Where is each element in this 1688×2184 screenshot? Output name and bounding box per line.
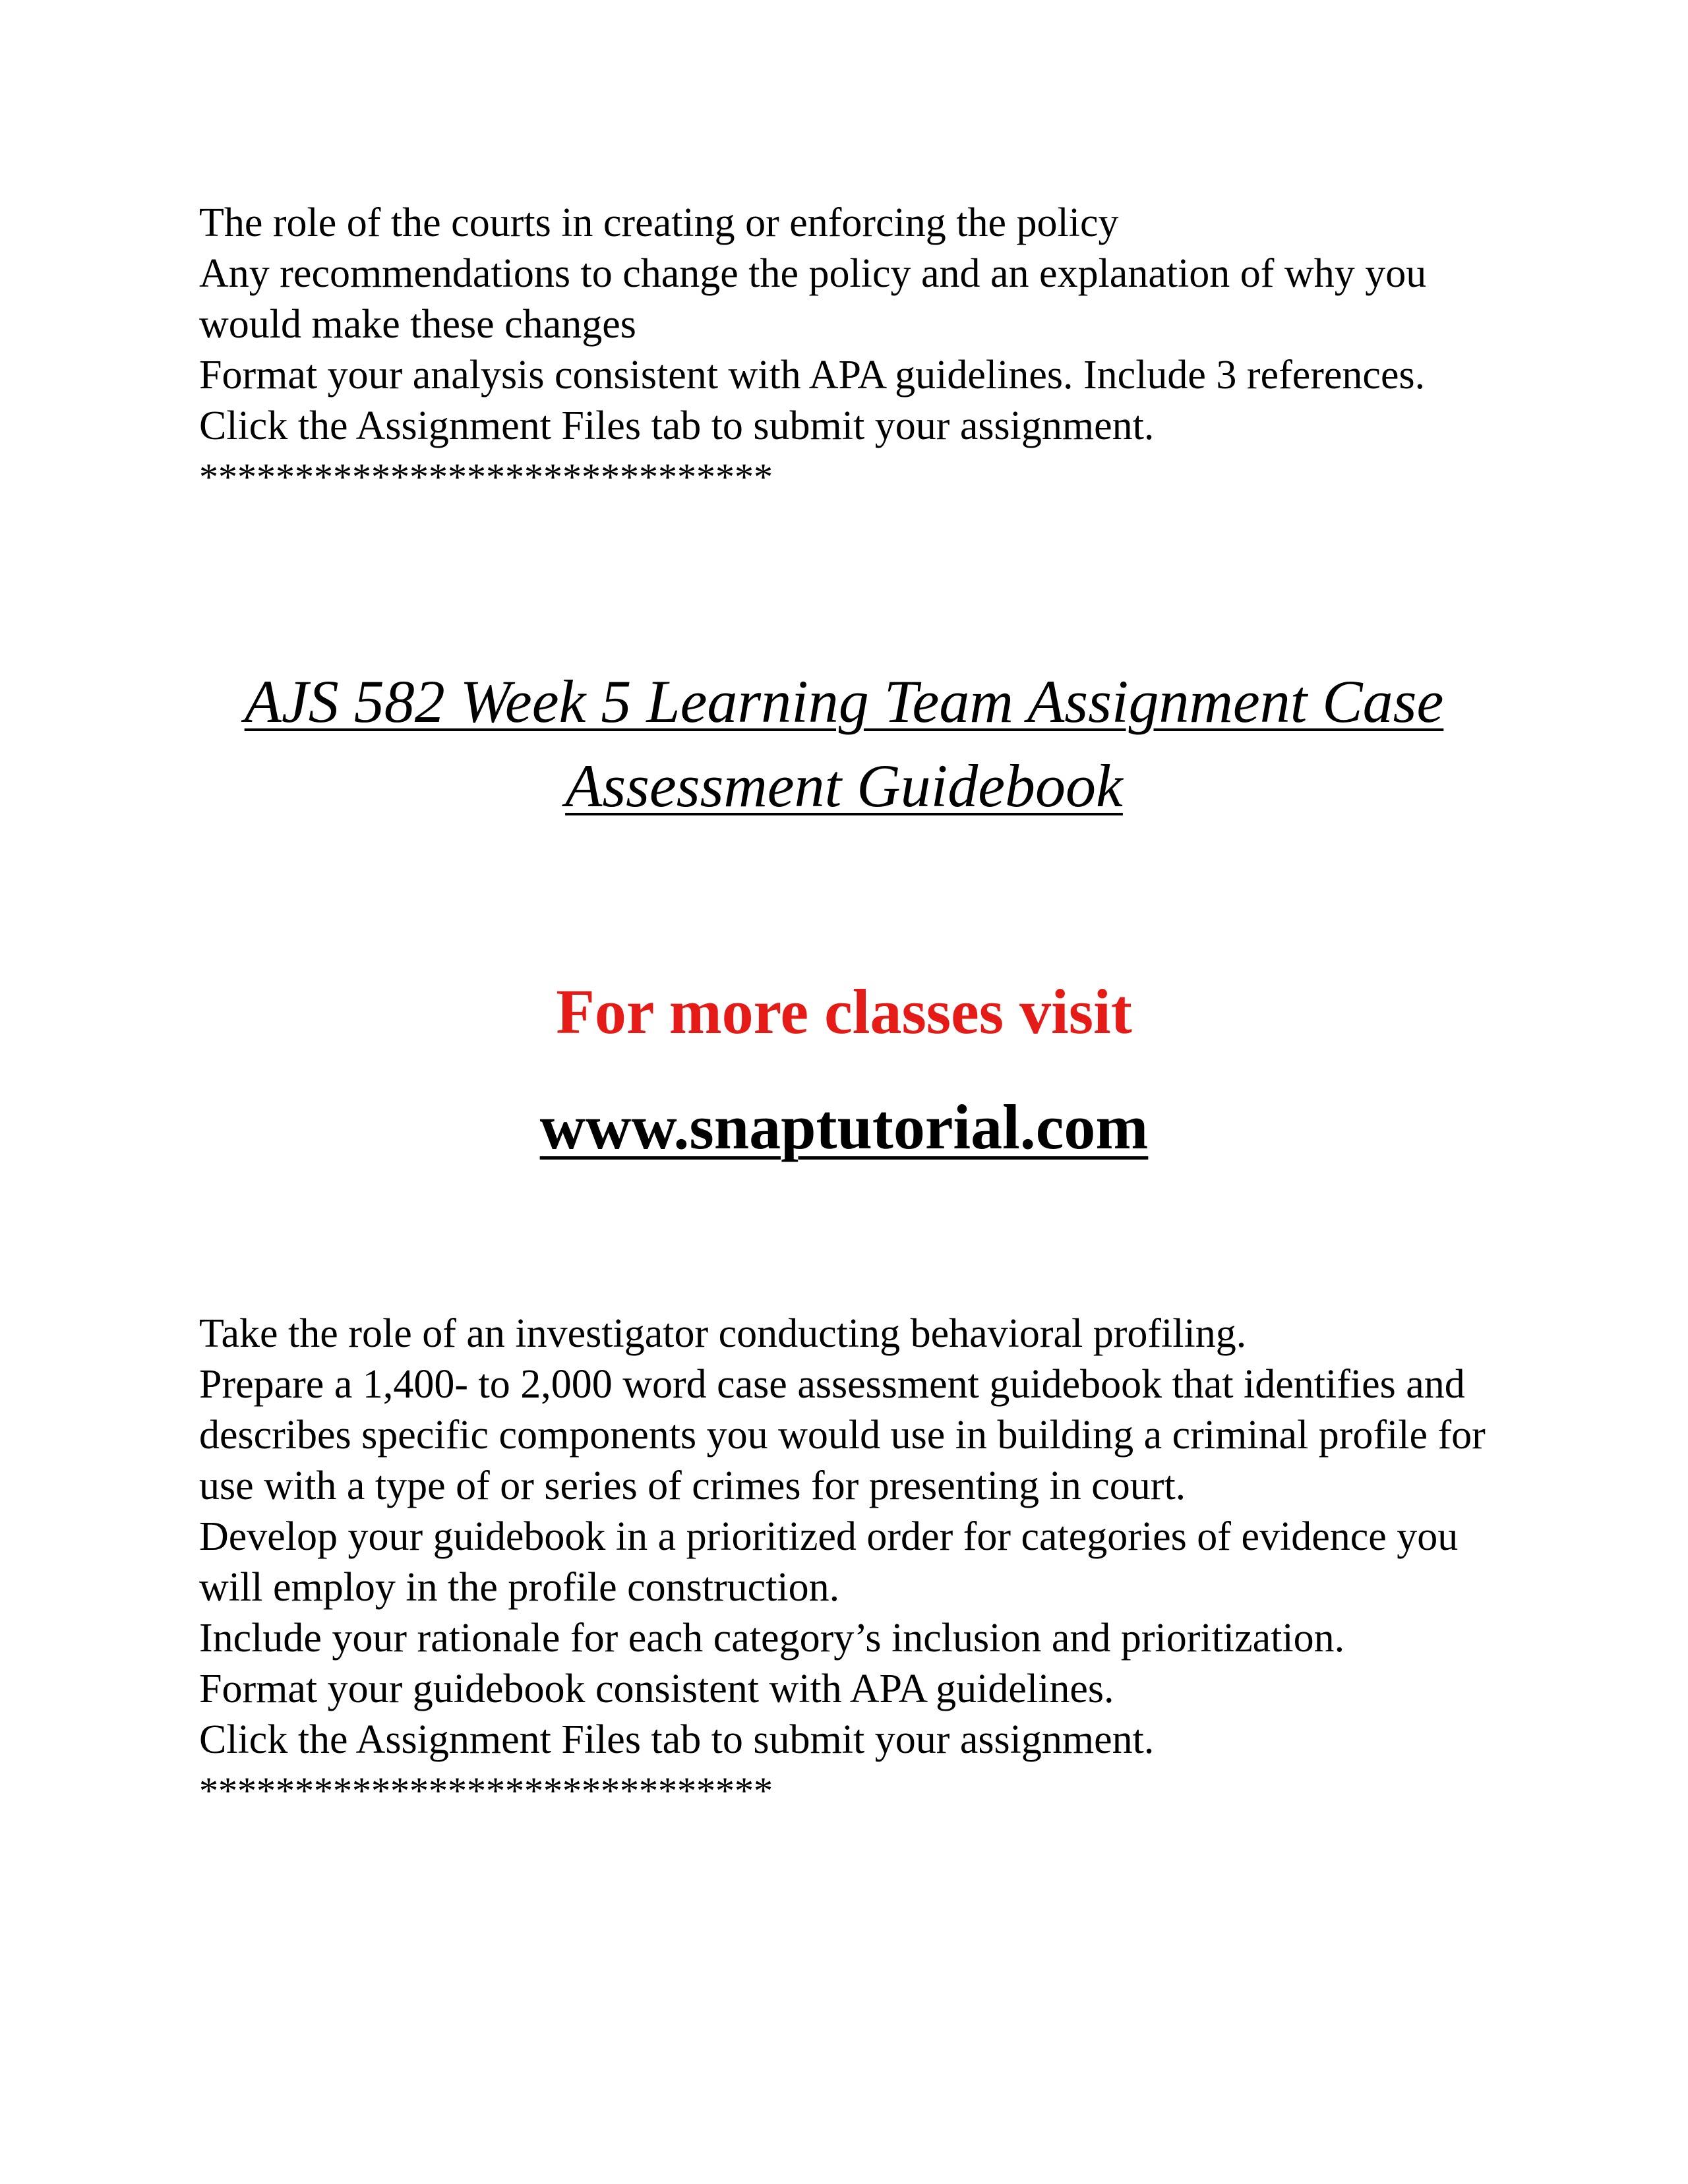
text-line: Develop your guidebook in a prioritized order for categories of evidence you will employ in the profile construction.	[199, 1514, 1459, 1610]
page-title: AJS 582 Week 5 Learning Team Assignment Case Assessment Guidebook	[244, 668, 1444, 819]
text-line: Prepare a 1,400- to 2,000 word case assessment guidebook that identifies and describes specific components you would use in building a criminal profile for use with a type of or series of crimes for presenting in court.	[199, 1362, 1486, 1508]
text-line: The role of the courts in creating or enforcing the policy	[199, 200, 1119, 245]
website-link[interactable]: www.snaptutorial.com	[539, 1092, 1149, 1162]
text-line: Format your analysis consistent with APA guidelines. Include 3 references.	[199, 353, 1426, 398]
bottom-section	[199, 1309, 1505, 1816]
text-line: Any recommendations to change the policy and an explanation of why you would make these changes	[199, 251, 1427, 347]
text-line: Click the Assignment Files tab to submit your assignment.	[199, 403, 1155, 448]
separator-stars: ******************************	[199, 456, 773, 498]
text-line: Take the role of an investigator conducting behavioral profiling.	[199, 1311, 1247, 1356]
top-section	[199, 198, 1505, 502]
text-line: Include your rationale for each category’s inclusion and prioritization.	[199, 1616, 1345, 1661]
text-line: Click the Assignment Files tab to submit your assignment.	[199, 1717, 1155, 1762]
text-line: Format your guidebook consistent with APA guidelines.	[199, 1667, 1114, 1711]
promo-text: For more classes visit	[556, 976, 1132, 1047]
separator-stars: ******************************	[199, 1769, 773, 1812]
